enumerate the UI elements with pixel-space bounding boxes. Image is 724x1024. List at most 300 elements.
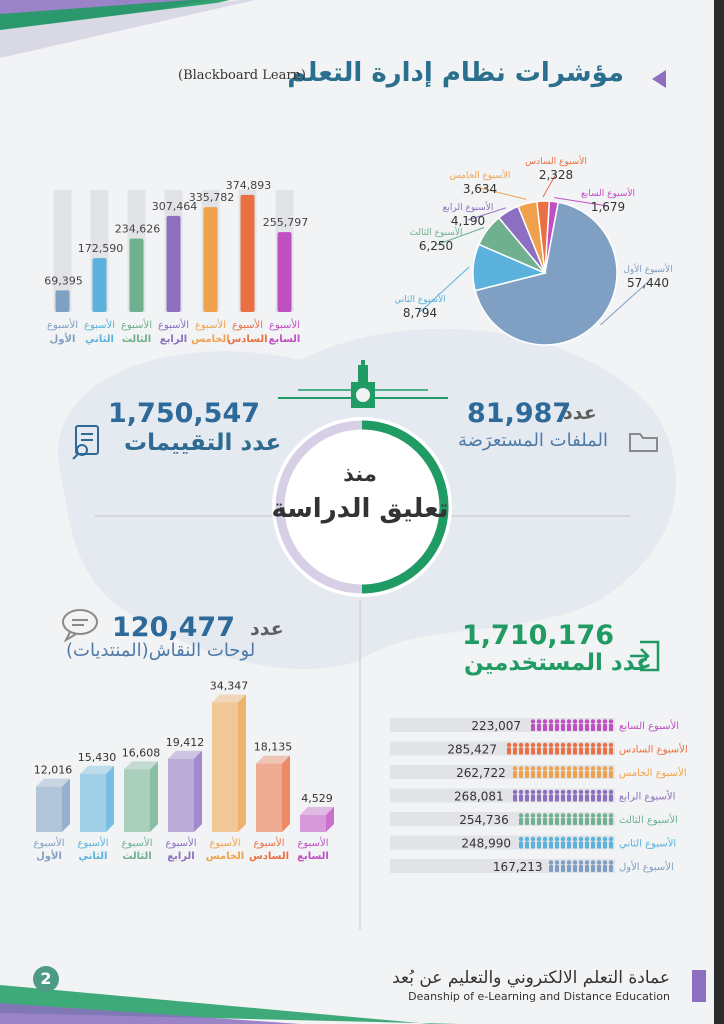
forum-value-label: 19,412 bbox=[165, 735, 205, 749]
person-body bbox=[603, 771, 607, 778]
person-head bbox=[603, 766, 607, 770]
person-body bbox=[549, 748, 553, 755]
person-body bbox=[591, 771, 595, 778]
person-body bbox=[561, 865, 565, 872]
forums-label: لوحات النقاش(المنتديات) bbox=[66, 640, 256, 661]
evaluations-total: 1,750,547 bbox=[108, 398, 261, 429]
person-body bbox=[543, 842, 547, 849]
eval-category-label: الأسبوع bbox=[120, 320, 153, 331]
person-body bbox=[525, 771, 529, 778]
person-body bbox=[609, 842, 613, 849]
person-body bbox=[567, 748, 571, 755]
person-head bbox=[567, 813, 571, 817]
person-head bbox=[549, 743, 553, 747]
forum-bar-side bbox=[194, 751, 202, 832]
person-head bbox=[591, 766, 595, 770]
person-body bbox=[585, 748, 589, 755]
person-head bbox=[531, 719, 535, 723]
person-body bbox=[597, 748, 601, 755]
footer-english: Deanship of e-Learning and Distance Education bbox=[408, 990, 670, 1003]
person-body bbox=[513, 771, 517, 778]
eval-category-label: الرابع bbox=[159, 334, 188, 345]
deanship-logo-icon bbox=[688, 968, 710, 1004]
person-body bbox=[579, 865, 583, 872]
eval-category-label: الأسبوع bbox=[268, 320, 301, 331]
person-head bbox=[531, 837, 535, 841]
pie-value-label: 3,634 bbox=[462, 182, 498, 196]
person-head bbox=[525, 837, 529, 841]
eval-category-label: الثالث bbox=[121, 334, 152, 345]
person-body bbox=[555, 818, 559, 825]
person-head bbox=[543, 766, 547, 770]
person-body bbox=[597, 724, 601, 731]
person-head bbox=[555, 837, 559, 841]
person-head bbox=[603, 719, 607, 723]
person-body bbox=[537, 795, 541, 802]
files-pie-chart bbox=[380, 150, 710, 380]
person-body bbox=[507, 748, 511, 755]
person-body bbox=[555, 865, 559, 872]
person-body bbox=[591, 842, 595, 849]
person-body bbox=[609, 795, 613, 802]
forum-value-label: 15,430 bbox=[77, 750, 117, 764]
person-body bbox=[597, 771, 601, 778]
person-body bbox=[591, 865, 595, 872]
person-head bbox=[585, 743, 589, 747]
person-body bbox=[585, 818, 589, 825]
person-head bbox=[531, 790, 535, 794]
pie-value-label: 6,250 bbox=[418, 239, 454, 253]
footer-arabic: عمادة التعلم الالكتروني والتعليم عن بُعد bbox=[392, 968, 670, 988]
forum-value-label: 34,347 bbox=[209, 679, 249, 693]
forum-category-label: الأسبوع bbox=[253, 838, 285, 849]
person-head bbox=[603, 743, 607, 747]
files-label: الملفات المستعرَضة bbox=[458, 430, 609, 451]
users-bar-chart bbox=[380, 710, 700, 880]
eval-category-label: الثاني bbox=[85, 334, 114, 345]
person-head bbox=[561, 766, 565, 770]
person-body bbox=[567, 724, 571, 731]
users-category-label: الأسبوع الثاني bbox=[619, 838, 677, 850]
person-body bbox=[537, 842, 541, 849]
eval-category-label: الأول bbox=[49, 334, 76, 345]
forum-bar bbox=[124, 769, 150, 832]
person-head bbox=[513, 743, 517, 747]
eval-value-label: 234,626 bbox=[114, 222, 161, 236]
eval-category-label: الأسبوع bbox=[157, 320, 190, 331]
users-value-label: 268,081 bbox=[454, 789, 504, 804]
eval-category-label: الأسبوع bbox=[194, 320, 227, 331]
eval-value-label: 307,464 bbox=[151, 199, 198, 213]
person-head bbox=[597, 860, 601, 864]
pie-category-label: الأسبوع الخامس bbox=[449, 171, 511, 181]
person-body bbox=[603, 795, 607, 802]
users-value-label: 285,427 bbox=[447, 742, 497, 757]
users-category-label: الأسبوع الأول bbox=[619, 862, 674, 873]
forum-category-label: السابع bbox=[297, 851, 329, 862]
person-head bbox=[573, 790, 577, 794]
person-body bbox=[567, 865, 571, 872]
person-head bbox=[591, 743, 595, 747]
person-head bbox=[549, 837, 553, 841]
person-head bbox=[609, 860, 613, 864]
person-body bbox=[555, 842, 559, 849]
person-head bbox=[561, 790, 565, 794]
person-body bbox=[573, 724, 577, 731]
person-body bbox=[531, 724, 535, 731]
person-head bbox=[609, 813, 613, 817]
person-body bbox=[609, 724, 613, 731]
person-head bbox=[561, 719, 565, 723]
person-body bbox=[603, 818, 607, 825]
person-body bbox=[555, 724, 559, 731]
person-head bbox=[591, 813, 595, 817]
person-head bbox=[567, 860, 571, 864]
users-value-label: 254,736 bbox=[459, 813, 509, 827]
person-body bbox=[567, 771, 571, 778]
pie-category-label: الأسبوع الثالث bbox=[409, 228, 463, 238]
person-body bbox=[591, 795, 595, 802]
person-head bbox=[519, 790, 523, 794]
person-body bbox=[573, 865, 577, 872]
person-head bbox=[549, 860, 553, 864]
evaluations-label: عدد التقييمات bbox=[124, 430, 282, 456]
eval-bar bbox=[204, 207, 218, 312]
person-body bbox=[591, 818, 595, 825]
person-head bbox=[537, 813, 541, 817]
person-head bbox=[579, 813, 583, 817]
person-body bbox=[609, 748, 613, 755]
person-body bbox=[549, 818, 553, 825]
person-head bbox=[543, 837, 547, 841]
person-body bbox=[561, 724, 565, 731]
eval-category-label: الخامس bbox=[191, 334, 230, 345]
person-body bbox=[531, 842, 535, 849]
person-head bbox=[591, 860, 595, 864]
person-body bbox=[531, 771, 535, 778]
pie-category-label: الأسبوع الأول bbox=[623, 265, 673, 275]
person-head bbox=[543, 813, 547, 817]
users-category-label: الأسبوع السادس bbox=[619, 744, 688, 756]
person-head bbox=[525, 813, 529, 817]
person-head bbox=[555, 790, 559, 794]
person-body bbox=[543, 818, 547, 825]
person-head bbox=[507, 743, 511, 747]
person-head bbox=[531, 743, 535, 747]
users-category-label: الأسبوع الرابع bbox=[619, 791, 676, 803]
person-head bbox=[573, 766, 577, 770]
person-head bbox=[567, 766, 571, 770]
person-head bbox=[549, 719, 553, 723]
tower-emblem-icon bbox=[278, 360, 448, 420]
person-head bbox=[555, 860, 559, 864]
person-body bbox=[609, 865, 613, 872]
person-body bbox=[543, 724, 547, 731]
pie-category-label: الأسبوع السابع bbox=[580, 189, 636, 199]
person-head bbox=[519, 743, 523, 747]
person-body bbox=[537, 724, 541, 731]
pie-category-label: الأسبوع السادس bbox=[525, 157, 587, 167]
person-body bbox=[519, 842, 523, 849]
person-head bbox=[555, 719, 559, 723]
person-body bbox=[519, 795, 523, 802]
eval-category-label: الأسبوع bbox=[83, 320, 116, 331]
pie-value-label: 2,328 bbox=[538, 168, 574, 182]
person-head bbox=[597, 837, 601, 841]
person-body bbox=[531, 795, 535, 802]
page-number: 2 bbox=[33, 966, 59, 992]
page-subtitle: (Blackboard Learn) bbox=[178, 68, 306, 83]
person-head bbox=[591, 837, 595, 841]
forum-bar bbox=[300, 815, 326, 832]
person-body bbox=[537, 818, 541, 825]
person-head bbox=[609, 790, 613, 794]
person-body bbox=[579, 748, 583, 755]
person-body bbox=[549, 771, 553, 778]
person-body bbox=[573, 748, 577, 755]
forum-category-label: الأول bbox=[36, 851, 62, 862]
person-body bbox=[579, 818, 583, 825]
forum-bar bbox=[256, 764, 282, 832]
person-head bbox=[549, 790, 553, 794]
users-value-label: 262,722 bbox=[456, 766, 506, 780]
person-head bbox=[513, 766, 517, 770]
files-label-count: عدد bbox=[563, 402, 597, 424]
eval-category-label: السادس bbox=[227, 334, 268, 345]
forum-bar-side bbox=[150, 761, 158, 832]
person-head bbox=[537, 719, 541, 723]
person-body bbox=[585, 865, 589, 872]
eval-bar bbox=[167, 216, 181, 312]
forums-label-count: عدد bbox=[250, 618, 284, 640]
title-arrow-icon bbox=[652, 70, 666, 88]
forum-category-label: الثالث bbox=[122, 851, 152, 862]
forum-bar bbox=[212, 702, 238, 832]
users-total: 1,710,176 bbox=[462, 620, 615, 651]
person-body bbox=[513, 795, 517, 802]
person-body bbox=[525, 748, 529, 755]
person-body bbox=[525, 842, 529, 849]
forum-category-label: السادس bbox=[248, 851, 290, 862]
person-head bbox=[561, 813, 565, 817]
person-head bbox=[579, 860, 583, 864]
person-head bbox=[579, 766, 583, 770]
person-head bbox=[549, 766, 553, 770]
person-body bbox=[597, 865, 601, 872]
person-body bbox=[531, 818, 535, 825]
person-head bbox=[567, 743, 571, 747]
users-category-label: الأسبوع السابع bbox=[619, 721, 680, 732]
person-body bbox=[585, 771, 589, 778]
eval-value-label: 335,782 bbox=[188, 191, 235, 205]
person-head bbox=[603, 790, 607, 794]
person-body bbox=[597, 842, 601, 849]
person-head bbox=[573, 813, 577, 817]
person-head bbox=[597, 743, 601, 747]
person-body bbox=[519, 771, 523, 778]
person-body bbox=[519, 748, 523, 755]
person-head bbox=[519, 766, 523, 770]
person-head bbox=[531, 766, 535, 770]
person-head bbox=[513, 790, 517, 794]
person-body bbox=[561, 795, 565, 802]
forum-bar-side bbox=[62, 779, 70, 832]
person-head bbox=[561, 860, 565, 864]
forums-bar-chart bbox=[22, 670, 362, 870]
person-head bbox=[585, 790, 589, 794]
person-head bbox=[519, 813, 523, 817]
person-head bbox=[579, 743, 583, 747]
person-head bbox=[573, 743, 577, 747]
person-head bbox=[537, 790, 541, 794]
person-head bbox=[525, 790, 529, 794]
person-body bbox=[567, 842, 571, 849]
person-head bbox=[543, 743, 547, 747]
person-head bbox=[609, 743, 613, 747]
person-body bbox=[567, 818, 571, 825]
users-category-label: الأسبوع الثالث bbox=[619, 815, 678, 826]
users-value-label: 223,007 bbox=[471, 719, 522, 733]
person-body bbox=[579, 795, 583, 802]
person-head bbox=[579, 790, 583, 794]
page-title: مؤشرات نظام إدارة التعلم bbox=[287, 58, 624, 88]
person-body bbox=[561, 748, 565, 755]
person-body bbox=[531, 748, 535, 755]
person-head bbox=[525, 743, 529, 747]
person-head bbox=[585, 719, 589, 723]
person-body bbox=[597, 795, 601, 802]
eval-category-label: الأسبوع bbox=[231, 320, 264, 331]
person-body bbox=[573, 818, 577, 825]
person-head bbox=[585, 813, 589, 817]
person-head bbox=[597, 813, 601, 817]
person-head bbox=[531, 813, 535, 817]
evaluations-bar-chart bbox=[30, 170, 330, 360]
person-head bbox=[549, 813, 553, 817]
person-body bbox=[549, 795, 553, 802]
person-body bbox=[603, 748, 607, 755]
forum-category-label: الثاني bbox=[78, 851, 108, 862]
pie-category-label: الأسبوع الرابع bbox=[442, 203, 494, 213]
person-body bbox=[585, 842, 589, 849]
person-head bbox=[597, 790, 601, 794]
person-body bbox=[591, 748, 595, 755]
person-body bbox=[519, 818, 523, 825]
person-head bbox=[597, 766, 601, 770]
person-body bbox=[561, 771, 565, 778]
person-body bbox=[555, 795, 559, 802]
person-body bbox=[603, 842, 607, 849]
pie-value-label: 4,190 bbox=[450, 214, 486, 228]
person-body bbox=[579, 771, 583, 778]
center-label-since: منذ bbox=[343, 462, 377, 486]
person-body bbox=[573, 842, 577, 849]
person-body bbox=[609, 818, 613, 825]
person-head bbox=[537, 837, 541, 841]
person-body bbox=[585, 724, 589, 731]
forum-category-label: الأسبوع bbox=[121, 838, 153, 849]
forum-category-label: الرابع bbox=[167, 851, 195, 862]
forum-value-label: 4,529 bbox=[301, 791, 333, 805]
person-head bbox=[555, 813, 559, 817]
person-head bbox=[591, 719, 595, 723]
person-head bbox=[603, 860, 607, 864]
forum-bar-side bbox=[106, 766, 114, 832]
person-head bbox=[573, 860, 577, 864]
eval-bar bbox=[56, 290, 70, 312]
person-body bbox=[609, 771, 613, 778]
sign-in-icon bbox=[626, 638, 662, 674]
person-head bbox=[579, 837, 583, 841]
person-head bbox=[567, 837, 571, 841]
person-body bbox=[549, 842, 553, 849]
person-head bbox=[537, 743, 541, 747]
person-body bbox=[561, 818, 565, 825]
person-body bbox=[525, 818, 529, 825]
person-body bbox=[603, 724, 607, 731]
forum-bar-side bbox=[282, 756, 290, 832]
users-category-label: الأسبوع الخامس bbox=[619, 768, 687, 779]
forum-category-label: الأسبوع bbox=[209, 838, 241, 849]
person-head bbox=[567, 790, 571, 794]
person-body bbox=[585, 795, 589, 802]
person-body bbox=[525, 795, 529, 802]
pie-value-label: 8,794 bbox=[402, 306, 438, 320]
person-body bbox=[597, 818, 601, 825]
forum-value-label: 12,016 bbox=[33, 763, 73, 777]
forums-total: 120,477 bbox=[112, 612, 235, 643]
person-body bbox=[567, 795, 571, 802]
person-body bbox=[549, 865, 553, 872]
chat-bubbles-icon bbox=[60, 606, 104, 642]
person-body bbox=[543, 771, 547, 778]
person-head bbox=[543, 790, 547, 794]
forum-bar bbox=[36, 787, 62, 832]
clipboard-icon bbox=[70, 422, 110, 462]
person-head bbox=[609, 719, 613, 723]
person-body bbox=[573, 771, 577, 778]
forum-category-label: الأسبوع bbox=[165, 838, 197, 849]
eval-value-label: 255,797 bbox=[262, 216, 309, 230]
person-body bbox=[513, 748, 517, 755]
files-total: 81,987 bbox=[467, 398, 572, 429]
forum-category-label: الأسبوع bbox=[77, 838, 109, 849]
pie-value-label: 1,679 bbox=[590, 200, 626, 214]
person-head bbox=[561, 837, 565, 841]
pie-category-label: الأسبوع الثاني bbox=[394, 295, 446, 305]
person-body bbox=[573, 795, 577, 802]
person-head bbox=[579, 719, 583, 723]
person-head bbox=[537, 766, 541, 770]
forum-bar-side bbox=[238, 694, 246, 832]
person-head bbox=[561, 743, 565, 747]
person-head bbox=[525, 766, 529, 770]
forum-category-label: الأسبوع bbox=[33, 838, 65, 849]
person-head bbox=[567, 719, 571, 723]
person-body bbox=[591, 724, 595, 731]
eval-bar bbox=[241, 195, 255, 312]
users-value-label: 167,213 bbox=[492, 860, 543, 874]
forum-category-label: الأسبوع bbox=[297, 838, 329, 849]
person-head bbox=[573, 719, 577, 723]
eval-category-label: السابع bbox=[268, 334, 301, 345]
forum-value-label: 18,135 bbox=[253, 740, 293, 754]
folder-icon bbox=[628, 428, 660, 454]
person-body bbox=[561, 842, 565, 849]
person-head bbox=[519, 837, 523, 841]
person-head bbox=[573, 837, 577, 841]
person-body bbox=[579, 724, 583, 731]
